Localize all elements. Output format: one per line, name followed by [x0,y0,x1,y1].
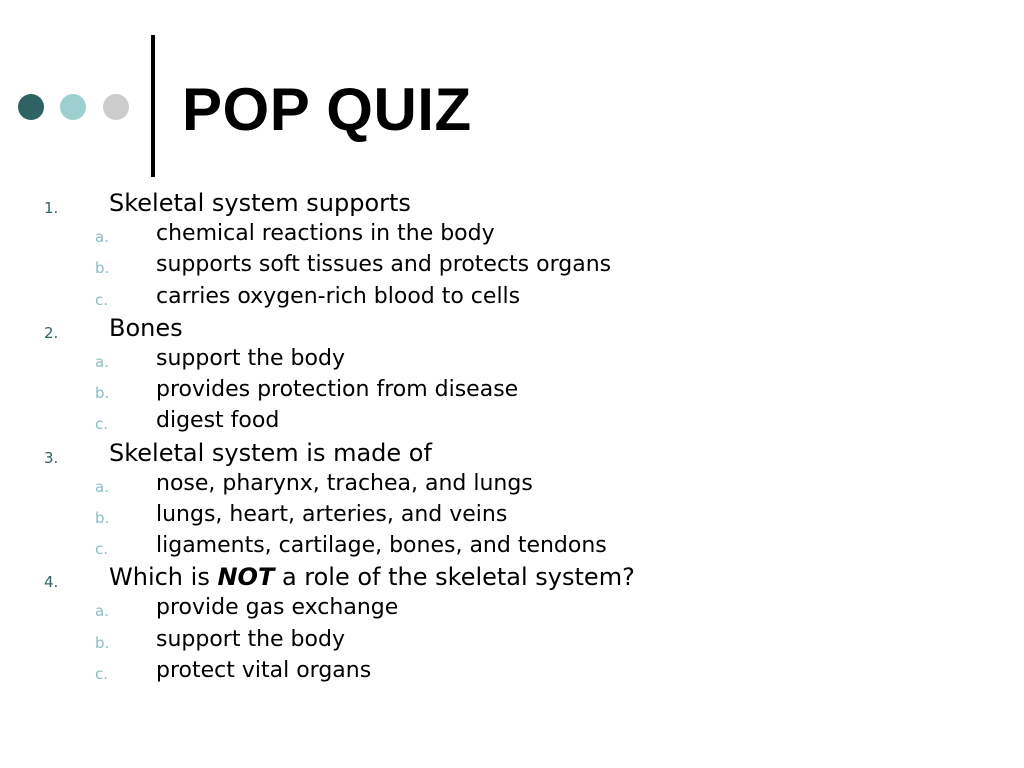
option-text: protect vital organs [156,657,372,683]
option-row [0,529,1000,560]
question-number: 1. [44,199,59,217]
question-number: 4. [44,573,59,592]
option-letter: b. [95,508,110,527]
option-row [0,654,1000,685]
option-row [0,404,1000,435]
slide-title: POP QUIZ [182,76,472,143]
option-letter: a. [95,352,109,371]
question-number: 3. [44,448,59,467]
option-letter: a. [95,602,109,621]
option-row [0,498,1000,529]
option-text: provide gas exchange [156,595,399,621]
option-text: nose, pharynx, trachea, and lungs [156,470,533,496]
option-text: carries oxygen-rich blood to cells [156,283,521,309]
option-text: chemical reactions in the body [156,221,495,247]
option-letter: a. [95,228,109,247]
question-text: Skeletal system supports [109,189,411,217]
decor-dot-gray [103,94,129,120]
option-text: support the body [156,345,345,371]
option-row [0,217,1000,248]
option-text: lungs, heart, arteries, and veins [156,501,508,527]
option-row [0,373,1000,404]
emphasis-text: NOT [217,563,275,592]
option-letter: b. [95,259,110,278]
option-row [0,342,1000,373]
question-number: 2. [44,323,59,342]
option-text: digest food [156,408,280,434]
option-letter: c. [95,540,109,559]
decor-dot-teal [60,94,86,120]
option-text: provides protection from disease [156,377,519,403]
option-text: supports soft tissues and protects organs [156,252,612,278]
option-row [0,591,1000,622]
option-row [0,248,1000,279]
question-row [0,436,1000,467]
quiz-list [0,186,1000,685]
option-letter: b. [95,384,110,403]
question-row [0,311,1000,342]
question-text: Skeletal system is made of [109,438,432,467]
option-row [0,623,1000,654]
question-row [0,560,1000,591]
option-row [0,280,1000,311]
option-text: support the body [156,626,345,652]
option-letter: c. [95,415,109,434]
option-letter: a. [95,477,109,496]
option-row [0,467,1000,498]
question-text: Bones [109,313,183,342]
question-text: Which is NOT a role of the skeletal system? [109,563,635,592]
option-letter: c. [95,664,109,683]
option-letter: b. [95,633,110,652]
title-divider [151,35,155,177]
decor-dot-dark [18,94,44,120]
option-letter: c. [95,290,109,309]
question-row [0,186,1000,217]
option-text: ligaments, cartilage, bones, and tendons [156,533,607,559]
